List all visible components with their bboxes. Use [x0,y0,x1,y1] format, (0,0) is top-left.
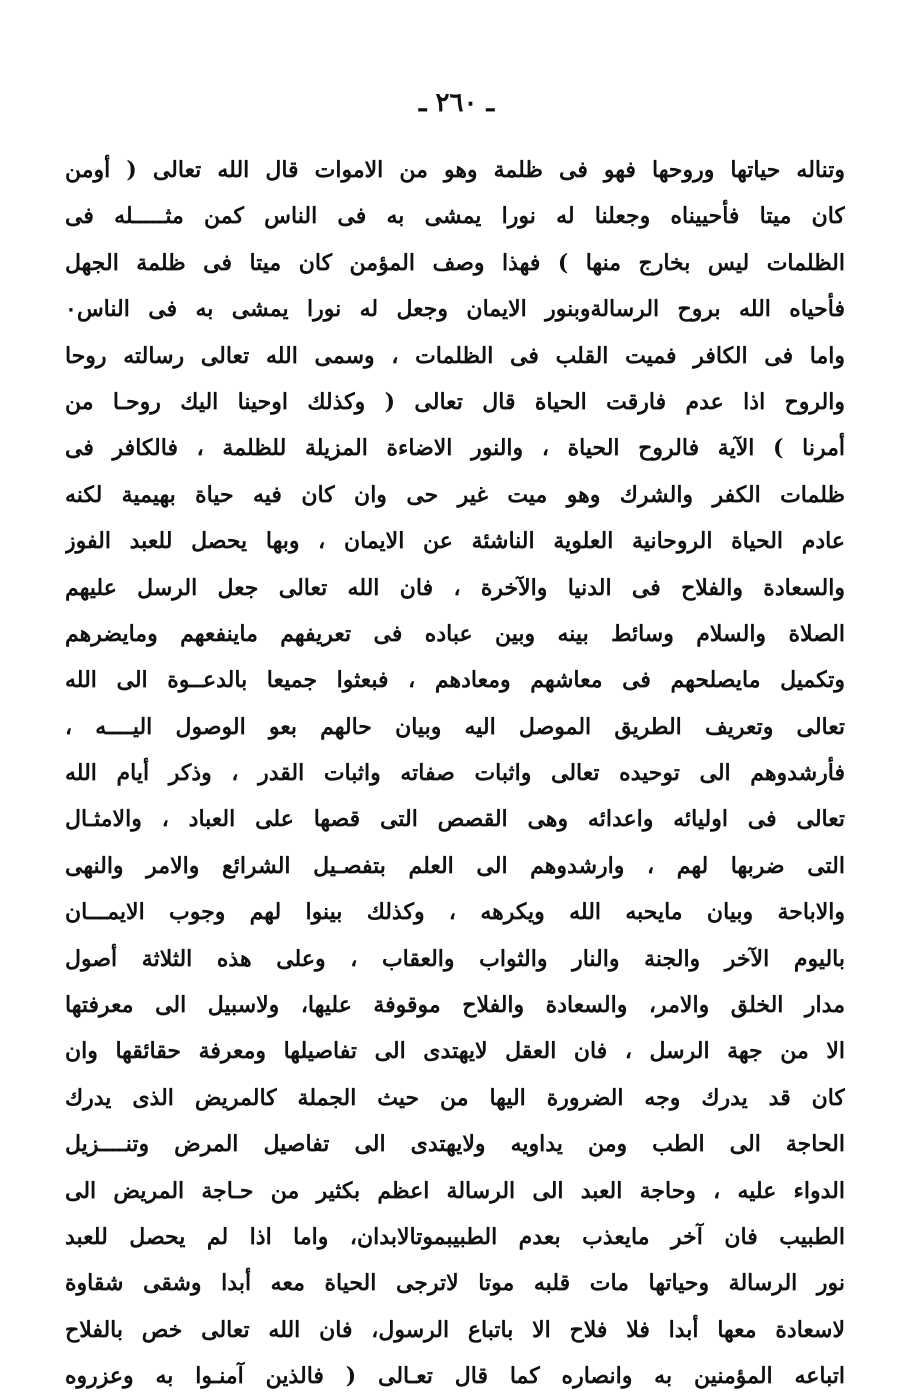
text-line: كان ميتا فأحييناه وجعلنا له نورا يمشى به فى الناس كمن مثـــــله فى [65,203,845,230]
text-line: تعالى وتعريف الطريق الموصل اليه وبيان حالهم بعو الوصول اليــــه ، [65,713,845,740]
text-line: تعالى فى اوليائه واعدائه وهى القصص التى قصها على العباد ، والامثـال [65,806,845,833]
text-line: كان قد يدرك وجه الضرورة اليها من حيث الجملة كالمريض الذى يدرك [65,1084,845,1111]
text-line: لاسعادة معها أبدا فلا فلاح الا باتباع الرسول، فان الله تعالى خص بالفلاح [65,1316,845,1343]
text-line: والروح اذا عدم فارقت الحياة قال تعالى ( وكذلك اوحينا اليك روحـا من [65,388,845,415]
text-body [65,147,845,1400]
text-line: الحاجة الى الطب ومن يداويه ولايهتدى الى تفاصيل المرض وتنــــزيل [65,1131,845,1158]
text-line: والسعادة والفلاح فى الدنيا والآخرة ، فان الله تعالى جعل الرسل عليهم [65,574,845,601]
text-line: وتكميل مايصلحهم فى معاشهم ومعادهم ، فبعثوا جميعا بالدعــوة الى الله [65,667,845,694]
text-line: والاباحة وبيان مايحبه الله ويكرهه ، وكذلك بينوا لهم وجوب الايمـــان [65,899,845,926]
text-line: وتناله حياتها وروحها فهو فى ظلمة وهو من الاموات قال الله تعالى ( أومن [65,157,845,183]
text-line: مدار الخلق والامر، والسعادة والفلاح موقوفة عليها، ولاسبيل الى معرفتها [65,992,845,1019]
text-line: الصلاة والسلام وسائط بينه وبين عباده فى تعريفهم ماينفعهم ومايضرهم [65,620,845,647]
text-line: الدواء عليه ، وحاجة العبد الى الرسالة اعظم بكثير من حـاجة المريض الى [65,1177,845,1204]
text-line: التى ضربها لهم ، وارشدوهم الى العلم بتفصـيل الشرائع والامر والنهى [65,852,845,879]
text-line: الطبيب فان آخر مايعذب بعدم الطبيبموتالابدان، واما اذا لم يحصل للعبد [65,1223,845,1250]
text-line: الظلمات ليس بخارج منها ) فهذا وصف المؤمن كان ميتا فى ظلمة الجهل [65,249,845,276]
text-line: أمرنا ) الآية فالروح الحياة ، والنور الاضاءة المزيلة للظلمة ، فالكافر فى [65,435,845,462]
text-line: الا من جهة الرسل ، فان العقل لايهتدى الى تفاصيلها ومعرفة حقائقها وان [65,1038,845,1065]
text-line: اتباعه المؤمنين به وانصاره كما قال تعـالى ( فالذين آمنـوا به وعزروه [65,1363,845,1390]
text-line: ظلمات الكفر والشرك وهو ميت غير حى وان كان فيه حياة بهيمية لكنه [65,481,845,508]
text-line: فأرشدوهم الى توحيده تعالى واثبات صفاته واثبات القدر ، وذكر أيام الله [65,760,845,787]
page-number: ـ ٢٦٠ ـ [418,88,495,118]
text-line: باليوم الآخر والجنة والنار والثواب والعقاب ، وعلى هذه الثلاثة أصول [65,945,845,972]
text-line: واما فى الكافر فميت القلب فى الظلمات ، وسمى الله تعالى رسالته روحا [65,342,845,369]
text-line: نور الرسالة وحياتها مات قلبه موتا لاترجى الحياة معه أبدا وشقى شقاوة [65,1270,845,1297]
text-line: عادم الحياة الروحانية العلوية الناشئة عن الايمان ، وبها يحصل للعبد الفوز [65,528,845,555]
text-line: فأحياه الله بروح الرسالةوبنور الايمان وجعل له نورا يمشى به فى الناس٠ [65,296,845,323]
